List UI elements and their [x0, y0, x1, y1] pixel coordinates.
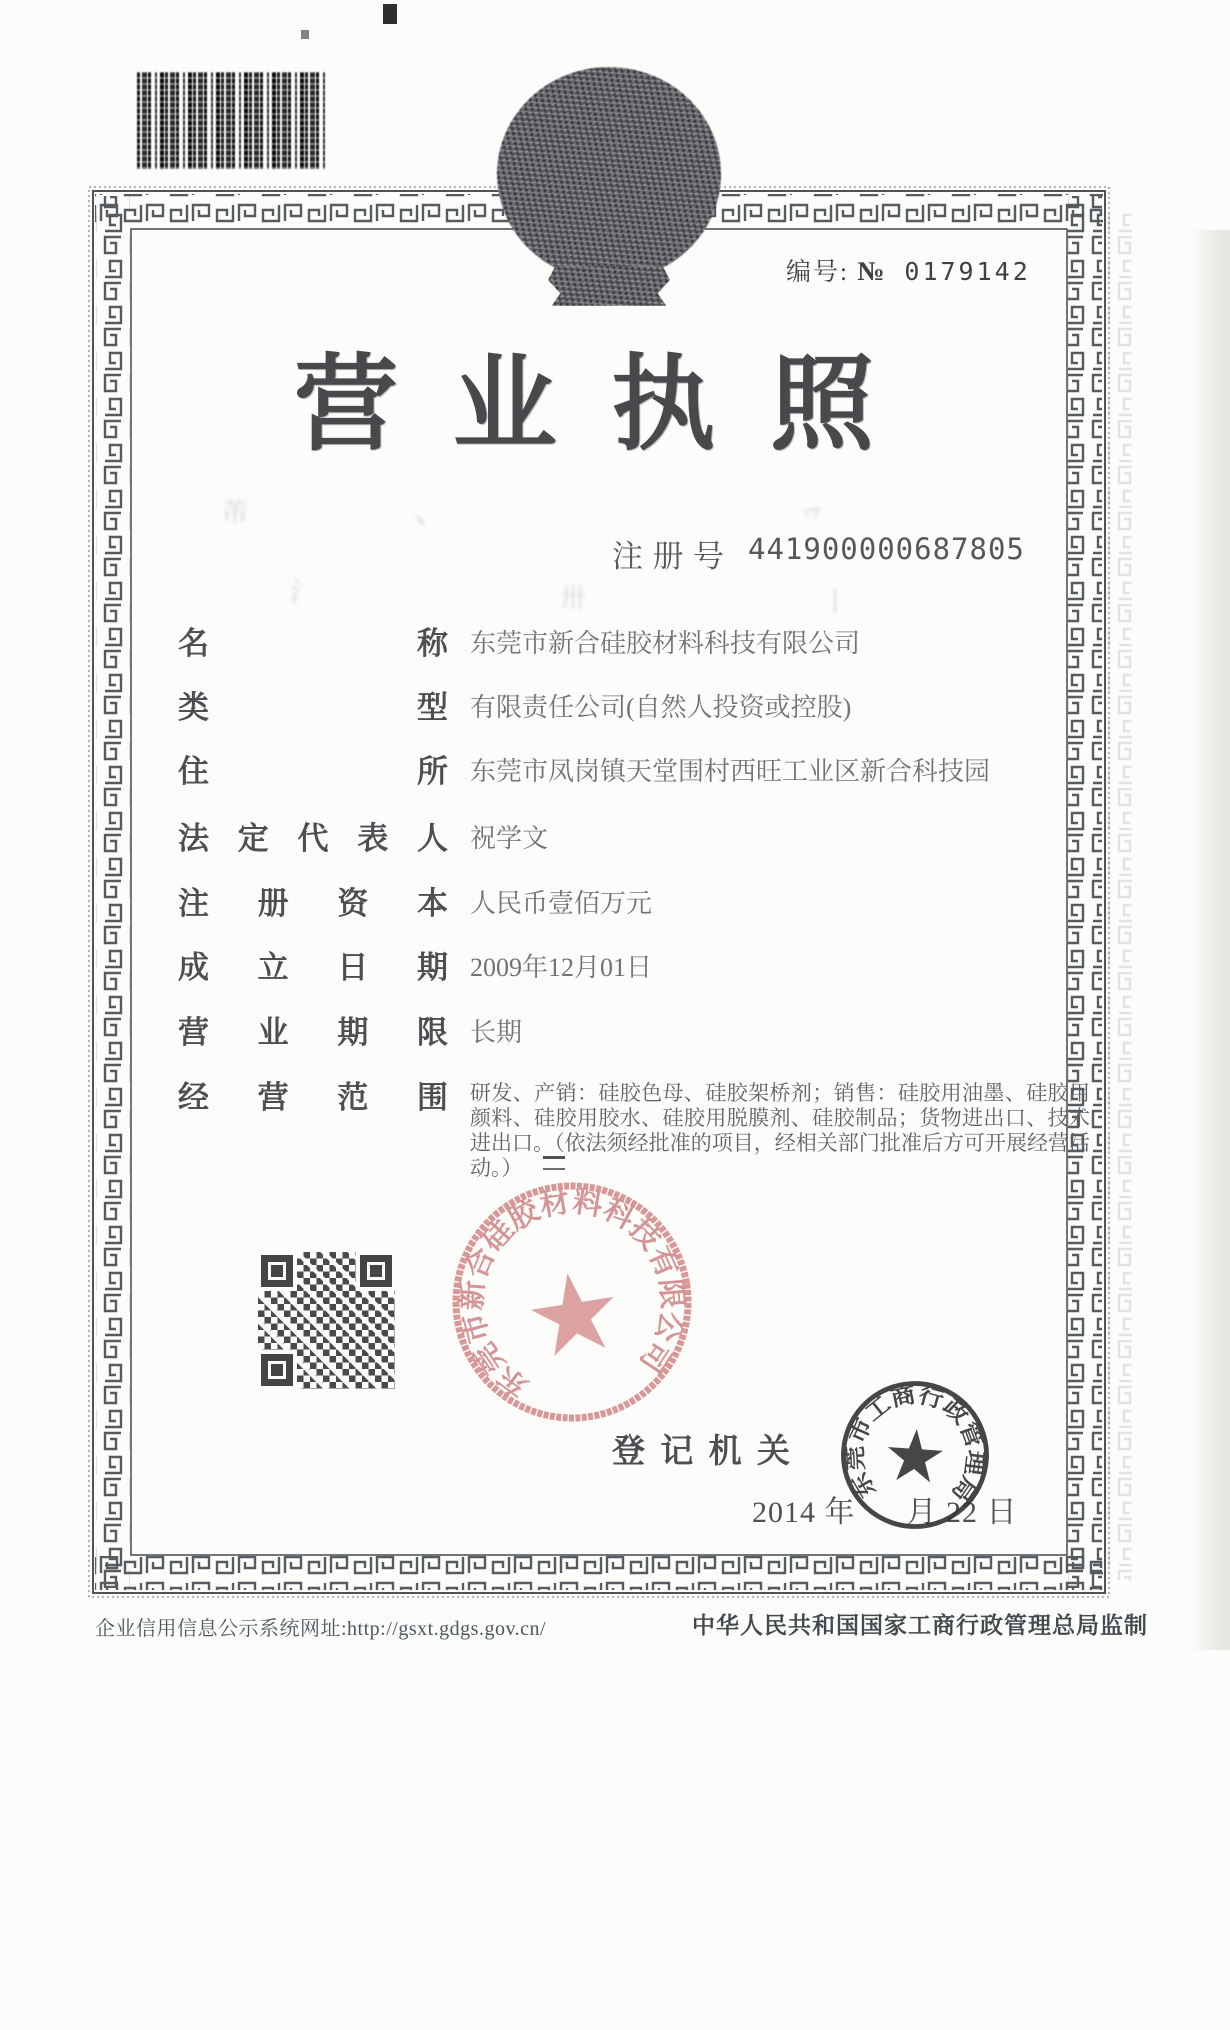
field-value: 研发、产销：硅胶色母、硅胶架桥剂；销售：硅胶用油墨、硅胶用颜料、硅胶用胶水、硅胶用脱膜剂、硅胶制品；货物进出口、技术进出口。（依法须经批准的项目，经相关部门批准后方可开展经营活动。） [470, 1081, 1090, 1180]
scan-speck [383, 4, 397, 24]
scan-smudge: 乊 [798, 504, 825, 533]
qr-code-icon [258, 1252, 395, 1389]
company-seal-ring-text: 东莞市新合硅胶材料科技有限公司 [456, 1186, 688, 1404]
scan-smudge: 卅 [560, 584, 587, 613]
field-value: 人民币壹佰万元 [470, 889, 653, 918]
field-label: 经 营 范 围 [178, 1080, 448, 1115]
field-label: 营 业 期 限 [178, 1015, 448, 1050]
company-red-seal [437, 1167, 707, 1437]
qr-finder-icon [261, 1354, 293, 1386]
field-label: 注 册 资 本 [178, 886, 448, 921]
prc-national-emblem-icon [497, 67, 721, 281]
company-seal-star-icon [526, 1267, 621, 1359]
scan-smudge: 丨 [822, 588, 849, 617]
registrar-seal-star-icon [886, 1427, 945, 1483]
field-label: 名 称 [178, 626, 448, 661]
field-label: 法 定 代 表 人 [178, 821, 448, 856]
serial-number-line [786, 252, 1031, 288]
qr-finder-icon [360, 1255, 392, 1287]
registration-number-value: 441900000687805 [748, 532, 1025, 566]
footer-issuing-authority: 中华人民共和国国家工商行政管理总局监制 [692, 1613, 1148, 1638]
field-value: 长期 [470, 1018, 523, 1047]
scan-smudge: 氵 [290, 578, 317, 607]
field-value: 有限责任公司(自然人投资或控股) [470, 693, 852, 722]
numero-sign: № [857, 256, 887, 286]
scan-speck [301, 30, 309, 39]
registration-number-label: 注 册 号 [612, 539, 724, 574]
registrar-label: 登 记 机 关 [612, 1434, 790, 1470]
scan-smudge: 丶 [406, 508, 433, 537]
prc-national-emblem-base [548, 266, 670, 306]
scan-smudge: 芾 [222, 498, 249, 527]
field-value: 祝学文 [470, 824, 549, 853]
field-label: 住 所 [178, 754, 448, 789]
serial-number: 0179142 [886, 257, 1031, 286]
field-label: 类 型 [178, 690, 448, 725]
registrar-seal-ring-text: 东莞市工商行政管理局 [842, 1382, 989, 1505]
footer-publicity-url: 企业信用信息公示系统网址:http://gsxt.gdgs.gov.cn/ [95, 1618, 547, 1640]
registrar-black-seal [829, 1369, 1001, 1541]
field-value: 东莞市凤岗镇天堂围村西旺工业区新合科技园 [470, 757, 991, 786]
field-label: 成 立 日 期 [178, 950, 448, 985]
field-value: 2009年12月01日 [470, 953, 653, 982]
qr-finder-icon [261, 1255, 293, 1287]
license-title: 营 业 执 照 [294, 348, 874, 463]
field-value: 东莞市新合硅胶材料科技有限公司 [470, 629, 861, 658]
serial-label: 编号: [786, 259, 858, 286]
issue-date: 2014 年 月 22 日 [752, 1496, 1018, 1529]
